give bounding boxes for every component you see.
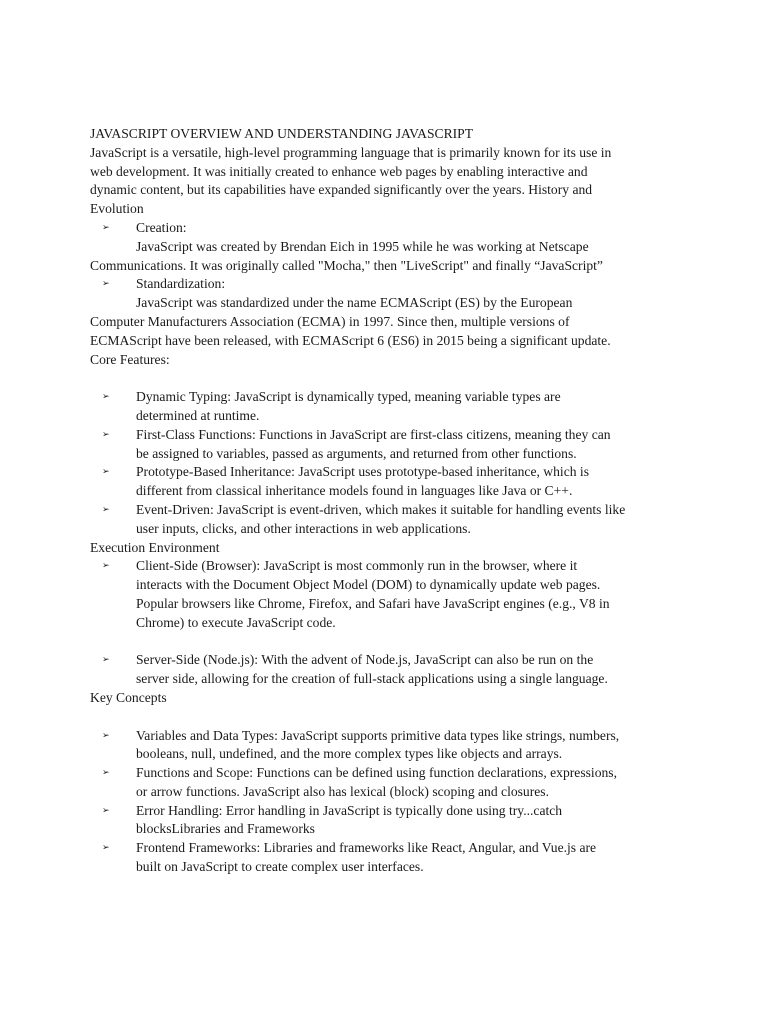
arrow-bullet-icon: ➢	[102, 429, 110, 440]
list-item-line: Error Handling: Error handling in JavaScript is typically done using try...catch	[136, 802, 563, 818]
intro-line: web development. It was initially created to enhance web pages by enabling interactive and	[90, 163, 588, 179]
spacer	[90, 633, 768, 652]
list-item	[90, 839, 768, 877]
list-item-line: determined at runtime.	[136, 407, 260, 423]
arrow-bullet-icon: ➢	[102, 279, 110, 290]
creation-text: JavaScript was created by Brendan Eich in 1995 while he was working at Netscape	[136, 238, 589, 254]
arrow-bullet-icon: ➢	[102, 222, 110, 233]
list-item-line: different from classical inheritance models found in languages like Java or C++.	[136, 483, 573, 499]
spacer	[90, 708, 768, 727]
arrow-bullet-icon: ➢	[102, 768, 110, 779]
arrow-bullet-icon: ➢	[102, 504, 110, 515]
list-item-line: user inputs, clicks, and other interactions in web applications.	[136, 520, 471, 536]
list-item-line: interacts with the Document Object Model (DOM) to dynamically update web pages.	[136, 577, 601, 593]
arrow-bullet-icon: ➢	[102, 392, 110, 403]
arrow-bullet-icon: ➢	[102, 467, 110, 478]
list-item-line: Variables and Data Types: JavaScript supports primitive data types like strings, numbers,	[136, 727, 620, 743]
bullet-creation	[90, 219, 768, 238]
list-item-line: Prototype-Based Inheritance: JavaScript uses prototype-based inheritance, which is	[136, 464, 589, 480]
list-item	[90, 727, 768, 765]
list-item-line: blocksLibraries and Frameworks	[136, 821, 315, 837]
list-item-line: Functions and Scope: Functions can be defined using function declarations, expressions,	[136, 765, 617, 781]
list-item	[90, 463, 768, 501]
arrow-bullet-icon: ➢	[102, 843, 110, 854]
list-item-line: Client-Side (Browser): JavaScript is most commonly run in the browser, where it	[136, 558, 578, 574]
section-heading-execution: Execution Environment	[90, 539, 220, 555]
bullet-label: Creation:	[136, 219, 187, 235]
standardization-text: Computer Manufacturers Association (ECMA) in 1997. Since then, multiple versions of	[90, 313, 570, 329]
list-item-line: Popular browsers like Chrome, Firefox, and Safari have JavaScript engines (e.g., V8 in	[136, 595, 610, 611]
list-item-line: Dynamic Typing: JavaScript is dynamically typed, meaning variable types are	[136, 389, 561, 405]
list-item-line: or arrow functions. JavaScript also has lexical (block) scoping and closures.	[136, 783, 549, 799]
list-item	[90, 764, 768, 802]
document-title: JAVASCRIPT OVERVIEW AND UNDERSTANDING JAVASCRIPT	[90, 126, 474, 141]
creation-text: Communications. It was originally called "Mocha," then "LiveScript" and finally “JavaScript”	[90, 257, 603, 273]
list-item	[90, 426, 768, 464]
section-heading-core: Core Features:	[90, 351, 170, 367]
arrow-bullet-icon: ➢	[102, 655, 110, 666]
list-item-line: booleans, null, undefined, and the more complex types like objects and arrays.	[136, 746, 563, 762]
list-item-line: server side, allowing for the creation of full-stack applications using a single language.	[136, 671, 608, 687]
list-item-line: Event-Driven: JavaScript is event-driven, which makes it suitable for handling events like	[136, 501, 626, 517]
arrow-bullet-icon: ➢	[102, 561, 110, 572]
intro-line: Evolution	[90, 201, 144, 217]
standardization-text: ECMAScript have been released, with ECMAScript 6 (ES6) in 2015 being a significant update.	[90, 332, 611, 348]
arrow-bullet-icon: ➢	[102, 730, 110, 741]
bullet-standardization	[90, 275, 768, 294]
list-item	[90, 557, 768, 632]
list-item-line: be assigned to variables, passed as arguments, and returned from other functions.	[136, 445, 577, 461]
list-item-line: First-Class Functions: Functions in JavaScript are first-class citizens, meaning they can	[136, 426, 611, 442]
list-item	[90, 802, 768, 840]
list-item-line: Server-Side (Node.js): With the advent of Node.js, JavaScript can also be run on the	[136, 652, 594, 668]
arrow-bullet-icon: ➢	[102, 805, 110, 816]
intro-line: JavaScript is a versatile, high-level programming language that is primarily known for its use in	[90, 144, 612, 160]
list-item	[90, 651, 768, 689]
list-item	[90, 501, 768, 539]
list-item-line: Chrome) to execute JavaScript code.	[136, 614, 336, 630]
spacer	[90, 369, 768, 388]
list-item	[90, 388, 768, 426]
standardization-text: JavaScript was standardized under the name ECMAScript (ES) by the European	[136, 295, 573, 311]
list-item-line: Frontend Frameworks: Libraries and frameworks like React, Angular, and Vue.js are	[136, 840, 597, 856]
intro-line: dynamic content, but its capabilities have expanded significantly over the years. History and	[90, 182, 593, 198]
bullet-label: Standardization:	[136, 276, 226, 292]
list-item-line: built on JavaScript to create complex user interfaces.	[136, 859, 424, 875]
section-heading-key: Key Concepts	[90, 689, 167, 705]
